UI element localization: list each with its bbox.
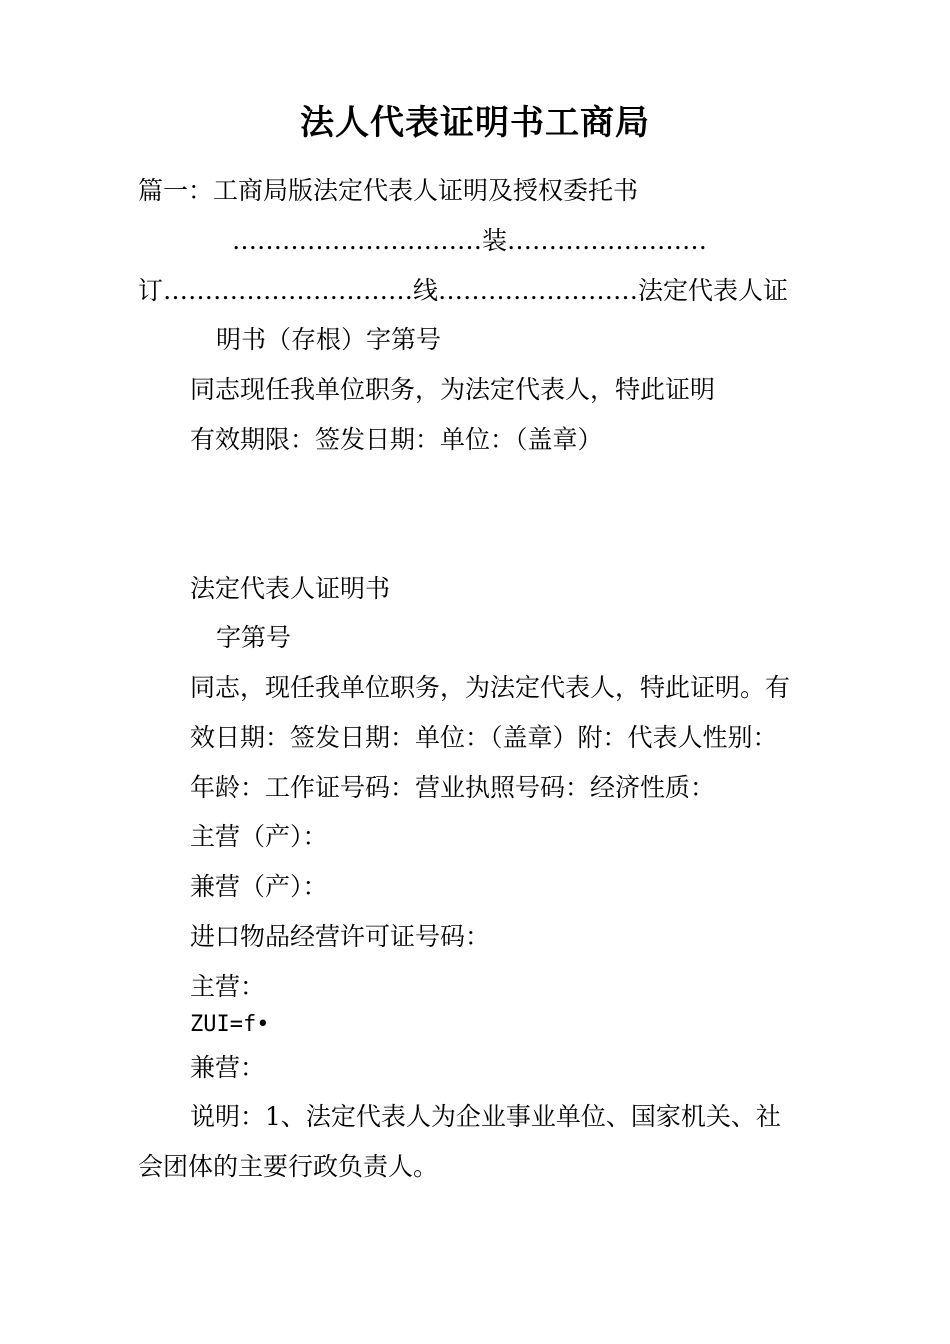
certificate-body-line-2: 效日期：签发日期：单位：（盖章）附：代表人性别：: [190, 723, 778, 752]
certificate-title: 法定代表人证明书: [190, 574, 391, 603]
stub-title: 明书（存根）字第号: [216, 325, 442, 354]
binding-line-zhuang: …………………………装……………………: [232, 226, 708, 255]
import-license: 进口物品经营许可证号码：: [190, 922, 491, 951]
section-heading: 篇一：工商局版法定代表人证明及授权委托书: [138, 176, 639, 205]
side-business: 兼营（产）：: [190, 872, 328, 901]
ocr-artifact-text: ZUI=f•: [190, 1012, 270, 1037]
main-business-import: 主营：: [190, 972, 266, 1001]
certificate-body-line-1: 同志，现任我单位职务，为法定代表人，特此证明。有: [190, 673, 791, 702]
certificate-body-line-3: 年龄：工作证号码：营业执照号码：经济性质：: [190, 773, 716, 802]
side-business-import: 兼营：: [190, 1053, 266, 1082]
certificate-number: 字第号: [216, 623, 292, 652]
document-title: 法人代表证明书工商局: [300, 103, 650, 143]
stub-validity: 有效期限：签发日期：单位：（盖章）: [190, 425, 603, 454]
main-business: 主营（产）：: [190, 822, 328, 851]
note-line-1: 说明：1、法定代表人为企业事业单位、国家机关、社: [190, 1102, 781, 1131]
note-line-2: 会团体的主要行政负责人。: [138, 1152, 439, 1181]
stub-body: 同志现任我单位职务，为法定代表人，特此证明: [190, 375, 716, 404]
binding-line-ding: 订…………………………线……………………法定代表人证: [138, 276, 789, 305]
